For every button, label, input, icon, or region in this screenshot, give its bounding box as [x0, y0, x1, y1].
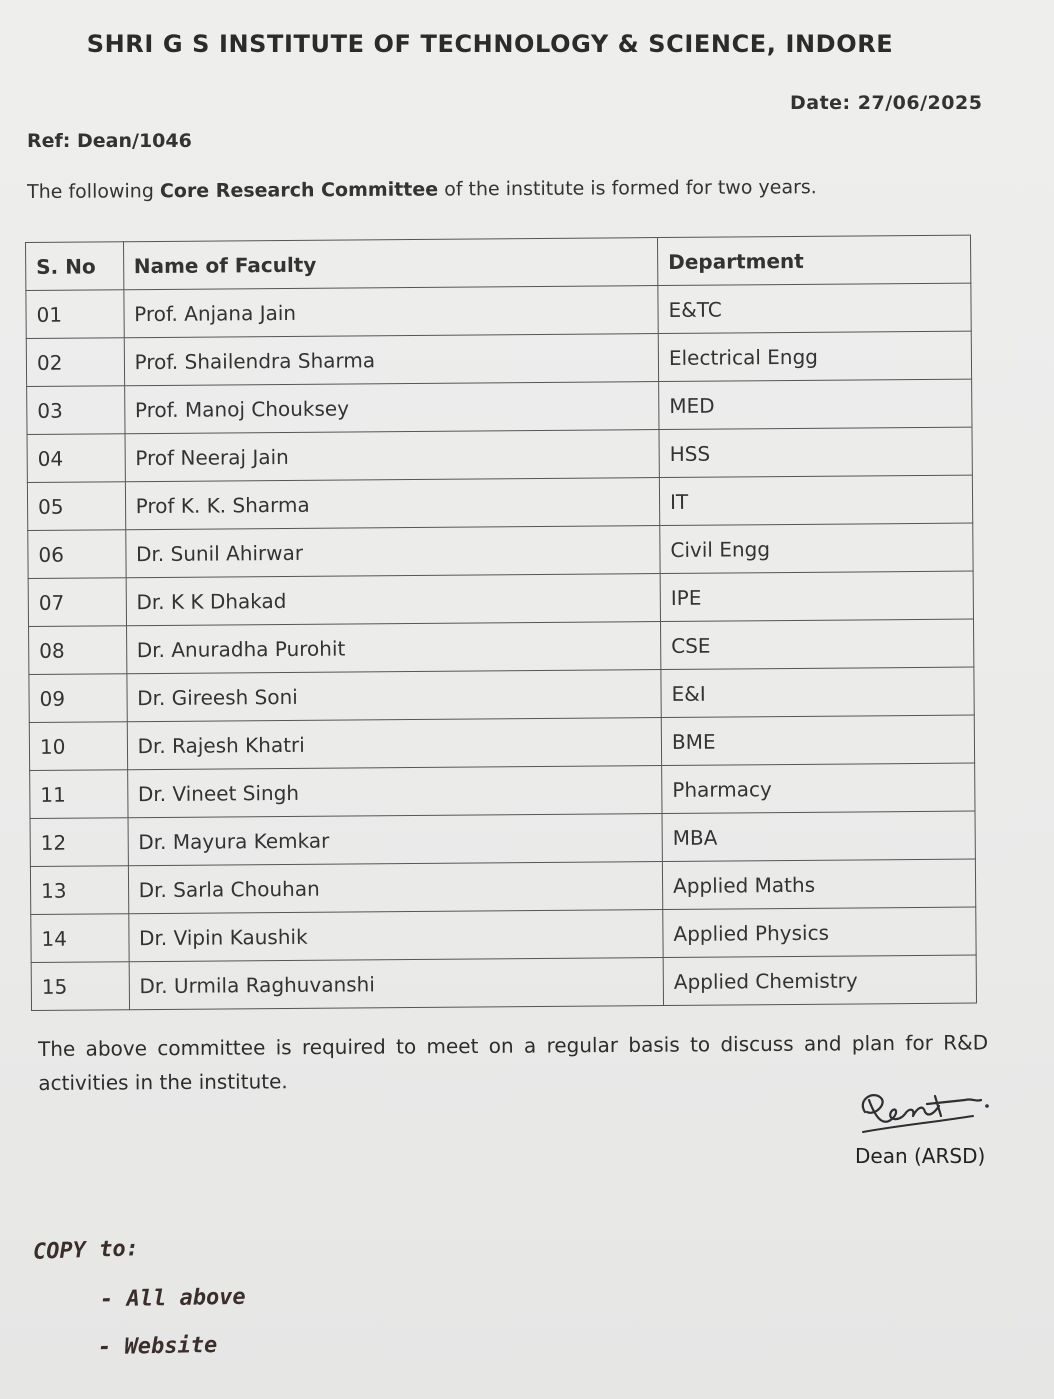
cell-name: Prof. Anjana Jain	[123, 286, 658, 338]
copy-to-item: - Website	[97, 1332, 218, 1361]
cell-name: Dr. Sarla Chouhan	[128, 862, 663, 914]
intro-paragraph	[27, 175, 957, 203]
cell-department: Applied Chemistry	[663, 955, 976, 1005]
reference-number: Ref: Dean/1046	[27, 130, 192, 152]
cell-department: Civil Engg	[660, 523, 973, 573]
cell-sno: 09	[29, 674, 127, 723]
cell-sno: 08	[29, 626, 127, 675]
cell-department: Electrical Engg	[658, 331, 971, 381]
committee-name: Core Research Committee	[159, 178, 439, 203]
cell-name: Dr. Anuradha Purohit	[126, 622, 661, 674]
intro-prefix: The following	[27, 180, 160, 203]
header-name: Name of Faculty	[123, 238, 658, 290]
table-row	[26, 283, 971, 338]
table-row	[26, 331, 971, 386]
table-header-row	[26, 235, 971, 290]
cell-name: Prof. Manoj Chouksey	[124, 382, 659, 434]
table-row	[30, 811, 975, 866]
closing-paragraph: The above committee is required to meet on a regular basis to discuss and plan for R&D activities in the institute.	[38, 1030, 989, 1095]
cell-name: Dr. Vipin Kaushik	[128, 910, 663, 962]
cell-name: Dr. K K Dhakad	[126, 574, 661, 626]
cell-name: Dr. Urmila Raghuvanshi	[129, 958, 664, 1010]
cell-department: Applied Physics	[663, 907, 976, 957]
cell-name: Prof. Shailendra Sharma	[124, 334, 659, 386]
cell-sno: 06	[28, 530, 126, 579]
cell-sno: 01	[26, 290, 124, 339]
header-sno: S. No	[26, 242, 124, 291]
cell-sno: 14	[31, 914, 129, 963]
table-row	[31, 955, 976, 1010]
cell-sno: 12	[30, 818, 128, 867]
cell-name: Prof K. K. Sharma	[125, 478, 660, 530]
cell-department: MED	[659, 379, 972, 429]
header-department: Department	[657, 235, 970, 285]
cell-name: Dr. Vineet Singh	[127, 766, 662, 818]
intro-suffix: of the institute is formed for two years.	[438, 176, 817, 201]
cell-name: Dr. Rajesh Khatri	[127, 718, 662, 770]
copy-to-item: - All above	[99, 1284, 246, 1313]
table-row	[27, 475, 972, 530]
table-row	[30, 763, 975, 818]
copy-to-label: COPY to:	[32, 1236, 140, 1265]
table-row	[27, 427, 972, 482]
cell-name: Dr. Gireesh Soni	[127, 670, 662, 722]
table-row	[29, 715, 974, 770]
document-date: Date: 27/06/2025	[790, 92, 983, 114]
cell-department: E&I	[661, 667, 974, 717]
cell-sno: 10	[29, 722, 127, 771]
cell-name: Dr. Sunil Ahirwar	[125, 526, 660, 578]
cell-department: HSS	[659, 427, 972, 477]
cell-department: CSE	[661, 619, 974, 669]
document-title: SHRI G S INSTITUTE OF TECHNOLOGY & SCIENCE, INDORE	[86, 30, 894, 58]
signature-icon	[855, 1082, 995, 1142]
cell-sno: 15	[31, 962, 129, 1011]
cell-department: IPE	[660, 571, 973, 621]
table-row	[28, 523, 973, 578]
cell-sno: 05	[27, 482, 125, 531]
cell-sno: 11	[30, 770, 128, 819]
cell-department: Applied Maths	[662, 859, 975, 909]
cell-department: E&TC	[658, 283, 971, 333]
cell-department: BME	[661, 715, 974, 765]
committee-table	[25, 235, 977, 1011]
cell-sno: 03	[27, 386, 125, 435]
cell-name: Prof Neeraj Jain	[125, 430, 660, 482]
cell-sno: 02	[26, 338, 124, 387]
table-row	[31, 907, 976, 962]
cell-sno: 13	[30, 866, 128, 915]
table-row	[28, 571, 973, 626]
cell-department: IT	[659, 475, 972, 525]
cell-department: MBA	[662, 811, 975, 861]
table-row	[27, 379, 972, 434]
cell-department: Pharmacy	[662, 763, 975, 813]
cell-sno: 07	[28, 578, 126, 627]
table-row	[30, 859, 975, 914]
signatory-title: Dean (ARSD)	[855, 1144, 986, 1168]
cell-sno: 04	[27, 434, 125, 483]
table-row	[29, 619, 974, 674]
cell-name: Dr. Mayura Kemkar	[128, 814, 663, 866]
table-row	[29, 667, 974, 722]
